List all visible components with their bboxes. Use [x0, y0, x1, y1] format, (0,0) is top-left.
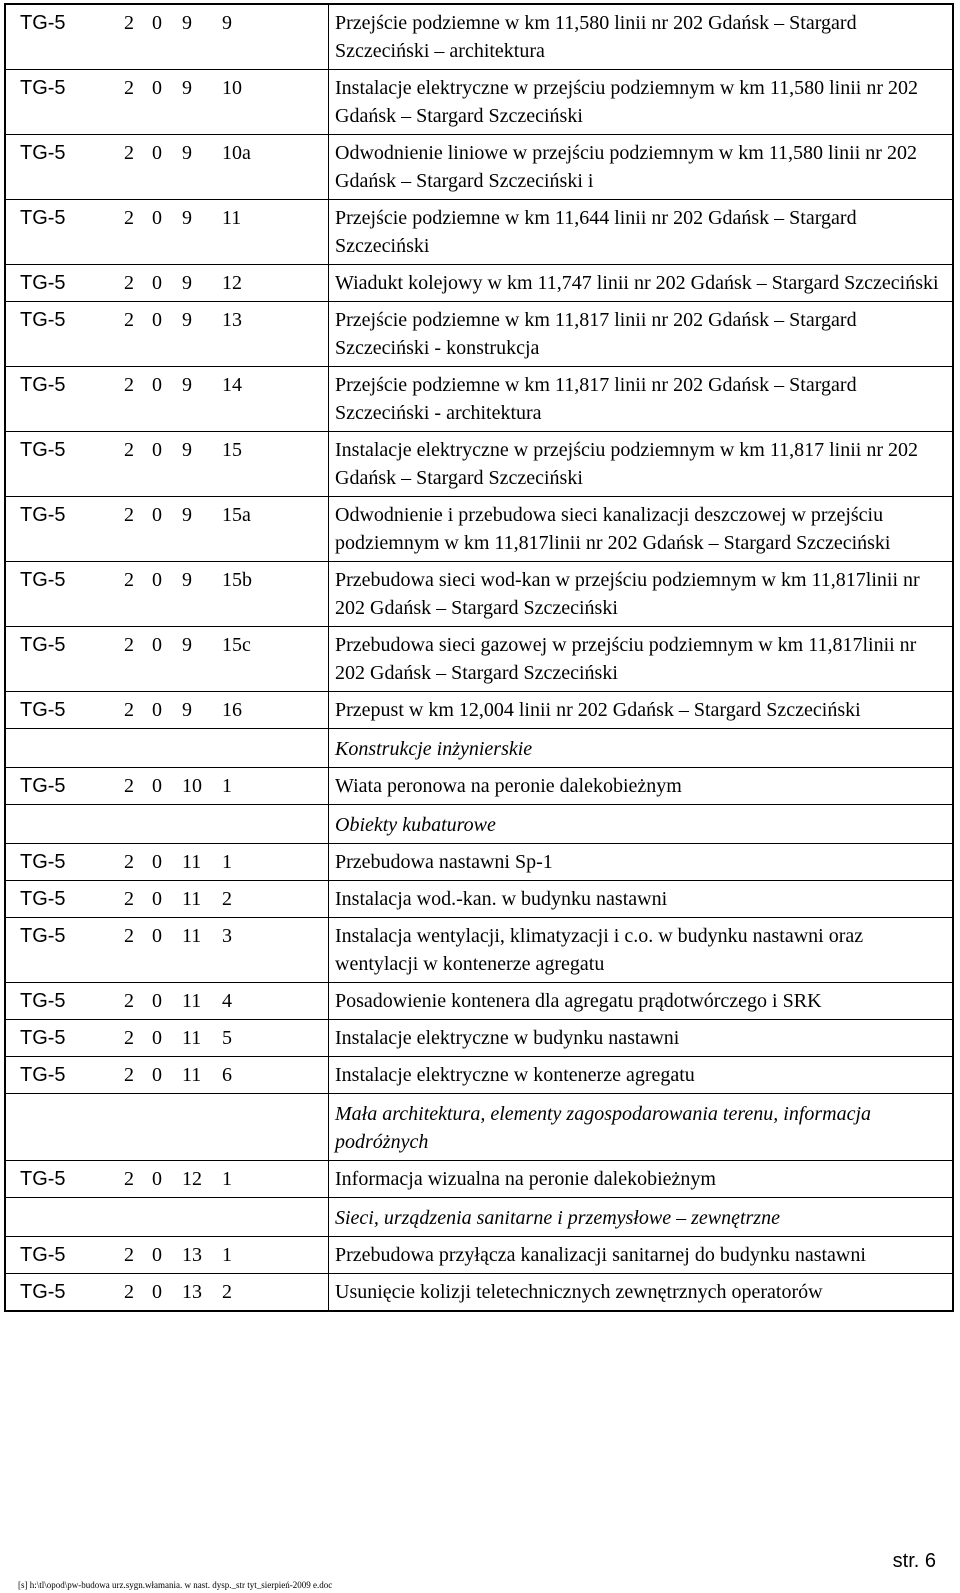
code-part: 0 [152, 77, 162, 99]
code-cell [112, 729, 329, 768]
code-part: 9 [182, 569, 192, 591]
code-part: 0 [152, 1244, 162, 1266]
code-part: 1 [222, 775, 232, 797]
code-part: 9 [182, 634, 192, 656]
code-part: 9 [182, 142, 192, 164]
prefix-cell: TG-5 [5, 844, 112, 881]
code-part: 9 [182, 504, 192, 526]
code-part: 2 [124, 1281, 134, 1303]
code-part: 15b [222, 569, 252, 591]
description-cell: Przejście podziemne w km 11,817 linii nr 202 Gdańsk – Stargard Szczeciński - konstrukcja [329, 302, 954, 367]
code-part: 11 [182, 990, 202, 1012]
code-cell [112, 302, 329, 367]
code-group [124, 772, 324, 800]
code-part: 0 [152, 374, 162, 396]
section-title: Sieci, urządzenia sanitarne i przemysłowe – zewnętrzne [329, 1198, 954, 1237]
prefix-cell: TG-5 [5, 1020, 112, 1057]
description-cell: Informacja wizualna na peronie dalekobieżnym [329, 1161, 954, 1198]
code-cell [112, 1274, 329, 1312]
code-group [124, 436, 324, 464]
code-group [124, 885, 324, 913]
code-group [124, 631, 324, 659]
code-part: 11 [222, 207, 242, 229]
code-part: 12 [182, 1168, 202, 1190]
code-cell [112, 983, 329, 1020]
section-heading-row [5, 1094, 953, 1161]
code-group [124, 1061, 324, 1089]
code-part: 11 [182, 888, 202, 910]
code-part: 2 [124, 207, 134, 229]
code-cell [112, 1198, 329, 1237]
description-cell: Przejście podziemne w km 11,644 linii nr 202 Gdańsk – Stargard Szczeciński [329, 200, 954, 265]
description-cell: Instalacje elektryczne w kontenerze agregatu [329, 1057, 954, 1094]
section-title: Obiekty kubaturowe [329, 805, 954, 844]
prefix-cell [5, 1198, 112, 1237]
table-row [5, 1274, 953, 1312]
code-part: 9 [182, 309, 192, 331]
code-part: 0 [152, 439, 162, 461]
prefix-cell: TG-5 [5, 367, 112, 432]
code-part: 5 [222, 1027, 232, 1049]
table-row [5, 200, 953, 265]
code-part: 2 [124, 990, 134, 1012]
prefix-cell: TG-5 [5, 1057, 112, 1094]
code-group [124, 1165, 324, 1193]
code-part: 2 [124, 699, 134, 721]
code-part: 0 [152, 309, 162, 331]
code-group [124, 987, 324, 1015]
code-group [124, 1241, 324, 1269]
description-cell: Usunięcie kolizji teletechnicznych zewnętrznych operatorów [329, 1274, 954, 1312]
description-cell: Przebudowa nastawni Sp-1 [329, 844, 954, 881]
prefix-cell: TG-5 [5, 1274, 112, 1312]
code-cell [112, 805, 329, 844]
code-part: 2 [124, 504, 134, 526]
code-cell [112, 4, 329, 70]
page-number: str. 6 [892, 1550, 936, 1572]
code-part: 9 [182, 12, 192, 34]
code-group [124, 1024, 324, 1052]
code-part: 0 [152, 888, 162, 910]
code-cell [112, 200, 329, 265]
code-part: 2 [124, 569, 134, 591]
code-cell [112, 367, 329, 432]
code-cell [112, 1161, 329, 1198]
code-part: 2 [124, 439, 134, 461]
code-part: 0 [152, 699, 162, 721]
table-row [5, 497, 953, 562]
description-cell: Instalacja wentylacji, klimatyzacji i c.o. w budynku nastawni oraz wentylacji w kontenerze agregatu [329, 918, 954, 983]
code-part: 9 [182, 374, 192, 396]
code-part: 11 [182, 851, 202, 873]
table-row [5, 983, 953, 1020]
prefix-cell: TG-5 [5, 135, 112, 200]
code-group [124, 501, 324, 529]
prefix-cell [5, 805, 112, 844]
code-part: 2 [222, 1281, 232, 1303]
code-part: 2 [124, 851, 134, 873]
code-cell [112, 1237, 329, 1274]
table-row [5, 4, 953, 70]
description-cell: Instalacja wod.-kan. w budynku nastawni [329, 881, 954, 918]
code-part: 2 [222, 888, 232, 910]
table-row [5, 432, 953, 497]
table-row [5, 1237, 953, 1274]
code-part: 10 [222, 77, 242, 99]
code-cell [112, 70, 329, 135]
description-cell: Wiadukt kolejowy w km 11,747 linii nr 202 Gdańsk – Stargard Szczeciński [329, 265, 954, 302]
code-part: 0 [152, 1168, 162, 1190]
code-part: 4 [222, 990, 232, 1012]
description-cell: Przejście podziemne w km 11,817 linii nr 202 Gdańsk – Stargard Szczeciński - architektura [329, 367, 954, 432]
prefix-cell: TG-5 [5, 562, 112, 627]
table-row [5, 265, 953, 302]
table-row [5, 844, 953, 881]
prefix-cell: TG-5 [5, 200, 112, 265]
code-group [124, 696, 324, 724]
code-part: 3 [222, 925, 232, 947]
code-part: 13 [182, 1281, 202, 1303]
code-group [124, 139, 324, 167]
code-part: 2 [124, 272, 134, 294]
code-cell [112, 918, 329, 983]
specification-table [4, 3, 954, 1312]
code-group [124, 74, 324, 102]
table-row [5, 881, 953, 918]
table-row [5, 1161, 953, 1198]
code-cell [112, 1094, 329, 1161]
section-heading-row [5, 1198, 953, 1237]
code-cell [112, 432, 329, 497]
prefix-cell: TG-5 [5, 983, 112, 1020]
prefix-cell: TG-5 [5, 4, 112, 70]
table-row [5, 135, 953, 200]
table-row [5, 768, 953, 805]
code-part: 10 [182, 775, 202, 797]
code-part: 1 [222, 1168, 232, 1190]
prefix-cell: TG-5 [5, 265, 112, 302]
description-cell: Przejście podziemne w km 11,580 linii nr 202 Gdańsk – Stargard Szczeciński – architektura [329, 4, 954, 70]
code-cell [112, 1057, 329, 1094]
prefix-cell: TG-5 [5, 432, 112, 497]
prefix-cell: TG-5 [5, 692, 112, 729]
code-part: 0 [152, 12, 162, 34]
code-cell [112, 844, 329, 881]
code-part: 0 [152, 851, 162, 873]
table-row [5, 692, 953, 729]
code-group [124, 371, 324, 399]
code-part: 2 [124, 888, 134, 910]
table-row [5, 367, 953, 432]
description-cell: Instalacje elektryczne w przejściu podziemnym w km 11,580 linii nr 202 Gdańsk – Stargard Szczeciński [329, 70, 954, 135]
table-row [5, 627, 953, 692]
prefix-cell: TG-5 [5, 70, 112, 135]
code-part: 9 [182, 699, 192, 721]
code-group [124, 9, 324, 37]
code-part: 11 [182, 1064, 202, 1086]
code-part: 2 [124, 925, 134, 947]
code-cell [112, 768, 329, 805]
code-part: 13 [222, 309, 242, 331]
section-heading-row [5, 805, 953, 844]
code-part: 9 [182, 207, 192, 229]
code-part: 2 [124, 775, 134, 797]
code-cell [112, 562, 329, 627]
code-group [124, 306, 324, 334]
code-part: 2 [124, 374, 134, 396]
code-part: 0 [152, 569, 162, 591]
code-part: 15a [222, 504, 251, 526]
code-part: 0 [152, 634, 162, 656]
code-part: 9 [182, 439, 192, 461]
description-cell: Wiata peronowa na peronie dalekobieżnym [329, 768, 954, 805]
prefix-cell: TG-5 [5, 881, 112, 918]
code-part: 2 [124, 634, 134, 656]
code-cell [112, 265, 329, 302]
code-part: 0 [152, 504, 162, 526]
code-part: 0 [152, 925, 162, 947]
prefix-cell [5, 1094, 112, 1161]
code-group [124, 922, 324, 950]
code-part: 2 [124, 1244, 134, 1266]
code-part: 0 [152, 272, 162, 294]
code-cell [112, 881, 329, 918]
table-row [5, 562, 953, 627]
prefix-cell: TG-5 [5, 1161, 112, 1198]
code-part: 1 [222, 851, 232, 873]
code-part: 2 [124, 142, 134, 164]
code-group [124, 269, 324, 297]
prefix-cell: TG-5 [5, 302, 112, 367]
code-part: 12 [222, 272, 242, 294]
code-cell [112, 627, 329, 692]
table-row [5, 918, 953, 983]
code-part: 0 [152, 775, 162, 797]
file-path: [s] h:\tl\opod\pw-budowa urz.sygn.włamania. w nast. dysp._str tyt_sierpień-2009 e.doc [18, 1580, 333, 1590]
section-title: Konstrukcje inżynierskie [329, 729, 954, 768]
table-row [5, 1057, 953, 1094]
code-part: 0 [152, 1027, 162, 1049]
description-cell: Instalacje elektryczne w przejściu podziemnym w km 11,817 linii nr 202 Gdańsk – Stargard Szczeciński [329, 432, 954, 497]
code-cell [112, 135, 329, 200]
code-part: 2 [124, 1168, 134, 1190]
code-group [124, 204, 324, 232]
prefix-cell: TG-5 [5, 768, 112, 805]
prefix-cell: TG-5 [5, 918, 112, 983]
prefix-cell: TG-5 [5, 497, 112, 562]
code-part: 9 [182, 272, 192, 294]
code-part: 2 [124, 12, 134, 34]
description-cell: Odwodnienie liniowe w przejściu podziemnym w km 11,580 linii nr 202 Gdańsk – Stargard Szczeciński i [329, 135, 954, 200]
code-part: 11 [182, 1027, 202, 1049]
description-cell: Odwodnienie i przebudowa sieci kanalizacji deszczowej w przejściu podziemnym w km 11,817linii nr 202 Gdańsk – Stargard Szczeciński [329, 497, 954, 562]
code-part: 0 [152, 142, 162, 164]
table-row [5, 70, 953, 135]
table-row [5, 302, 953, 367]
code-part: 11 [182, 925, 202, 947]
code-part: 2 [124, 1027, 134, 1049]
code-part: 0 [152, 207, 162, 229]
code-part: 0 [152, 1064, 162, 1086]
section-heading-row [5, 729, 953, 768]
description-cell: Przebudowa sieci gazowej w przejściu podziemnym w km 11,817linii nr 202 Gdańsk – Stargard Szczeciński [329, 627, 954, 692]
code-group [124, 848, 324, 876]
code-part: 0 [152, 990, 162, 1012]
code-group [124, 1278, 324, 1306]
code-part: 10a [222, 142, 251, 164]
code-part: 16 [222, 699, 242, 721]
section-title: Mała architektura, elementy zagospodarowania terenu, informacja podróżnych [329, 1094, 954, 1161]
prefix-cell [5, 729, 112, 768]
description-cell: Przebudowa sieci wod-kan w przejściu podziemnym w km 11,817linii nr 202 Gdańsk – Stargard Szczeciński [329, 562, 954, 627]
description-cell: Instalacje elektryczne w budynku nastawni [329, 1020, 954, 1057]
code-part: 6 [222, 1064, 232, 1086]
table-row [5, 1020, 953, 1057]
code-group [124, 566, 324, 594]
code-part: 15c [222, 634, 251, 656]
code-part: 14 [222, 374, 242, 396]
code-cell [112, 692, 329, 729]
code-part: 0 [152, 1281, 162, 1303]
code-part: 13 [182, 1244, 202, 1266]
code-part: 1 [222, 1244, 232, 1266]
prefix-cell: TG-5 [5, 627, 112, 692]
description-cell: Posadowienie kontenera dla agregatu prądotwórczego i SRK [329, 983, 954, 1020]
code-part: 2 [124, 1064, 134, 1086]
code-part: 2 [124, 309, 134, 331]
code-cell [112, 1020, 329, 1057]
code-part: 2 [124, 77, 134, 99]
code-part: 9 [222, 12, 232, 34]
prefix-cell: TG-5 [5, 1237, 112, 1274]
description-cell: Przebudowa przyłącza kanalizacji sanitarnej do budynku nastawni [329, 1237, 954, 1274]
code-cell [112, 497, 329, 562]
code-part: 9 [182, 77, 192, 99]
code-part: 15 [222, 439, 242, 461]
description-cell: Przepust w km 12,004 linii nr 202 Gdańsk – Stargard Szczeciński [329, 692, 954, 729]
